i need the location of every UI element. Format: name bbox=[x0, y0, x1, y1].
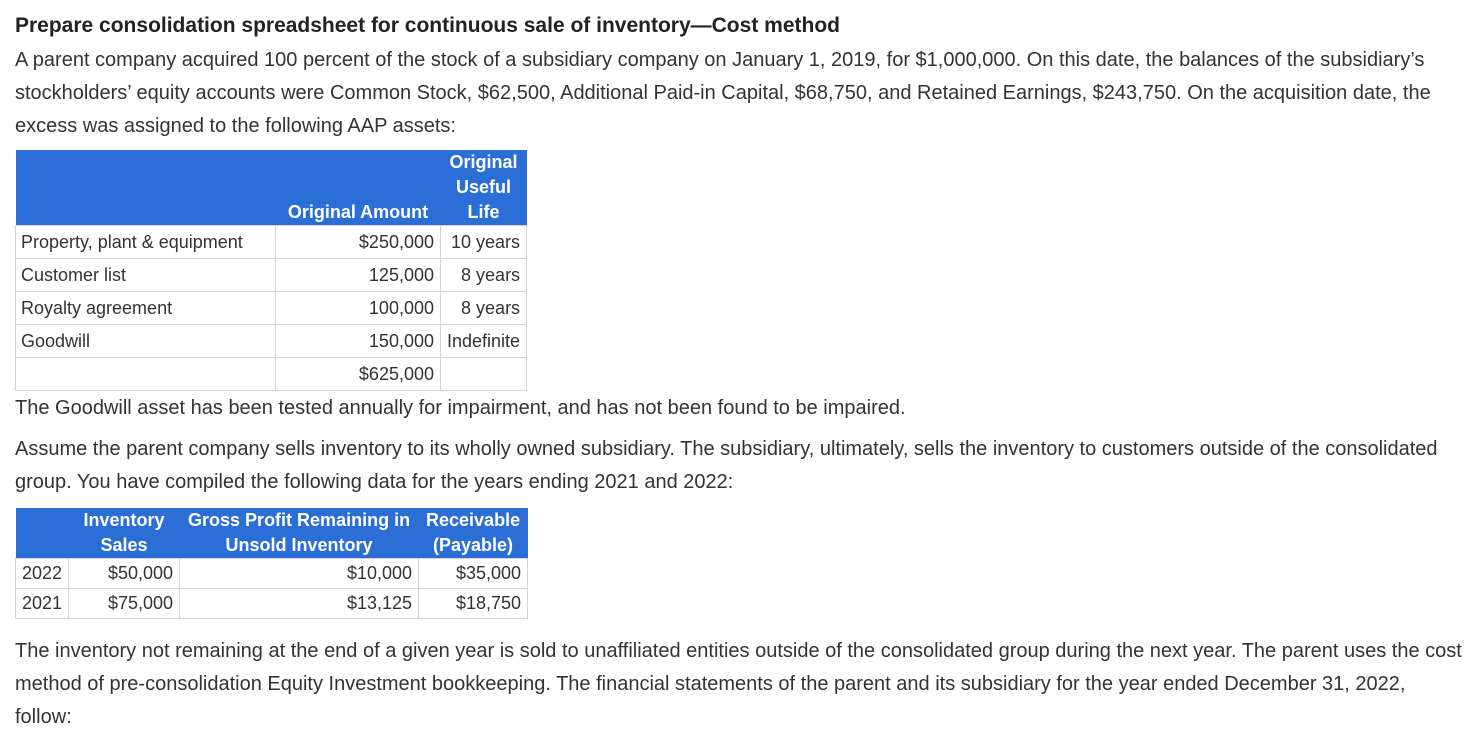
aap-header-life-line2: Useful bbox=[456, 177, 512, 197]
inventory-row-year: 2021 bbox=[16, 589, 69, 619]
table-row bbox=[16, 325, 527, 358]
goodwill-paragraph: The Goodwill asset has been tested annually for impairment, and has not been found to be impaired. bbox=[15, 397, 906, 419]
inventory-row-gross-profit: $10,000 bbox=[180, 559, 419, 589]
table-row bbox=[16, 589, 528, 619]
inventory-header-sales-line2: Sales bbox=[100, 535, 148, 555]
inventory-header-sales bbox=[69, 508, 180, 559]
aap-total-amount: $625,000 bbox=[276, 358, 441, 391]
table-row bbox=[16, 226, 527, 259]
aap-row-life: 8 years bbox=[441, 259, 527, 292]
inventory-header-gross-profit bbox=[180, 508, 419, 559]
aap-row-name: Goodwill bbox=[16, 325, 276, 358]
aap-row-amount: 100,000 bbox=[276, 292, 441, 325]
aap-assets-table bbox=[15, 150, 527, 391]
aap-row-name: Property, plant & equipment bbox=[16, 226, 276, 259]
aap-row-name: Royalty agreement bbox=[16, 292, 276, 325]
aap-total-life-blank bbox=[441, 358, 527, 391]
inventory-row-receivable: $35,000 bbox=[419, 559, 528, 589]
aap-row-life: 8 years bbox=[441, 292, 527, 325]
aap-row-name: Customer list bbox=[16, 259, 276, 292]
inventory-header-rec-line1: Receivable bbox=[426, 510, 521, 530]
aap-row-amount: 150,000 bbox=[276, 325, 441, 358]
inventory-header-receivable bbox=[419, 508, 528, 559]
inventory-header-gp-line1: Gross Profit Remaining in bbox=[188, 510, 411, 530]
inventory-row-sales: $50,000 bbox=[69, 559, 180, 589]
problem-title: Prepare consolidation spreadsheet for continuous sale of inventory—Cost method bbox=[15, 14, 840, 37]
assume-paragraph: Assume the parent company sells inventory to its wholly owned subsidiary. The subsidiary, ultimately, sells the inventory to customers outside of the consolidated group. You have compiled the following data for the years ending 2021 and 2022: bbox=[15, 438, 1438, 493]
aap-header-life bbox=[441, 150, 527, 226]
aap-header-row bbox=[16, 150, 527, 226]
aap-header-life-line3: Life bbox=[467, 202, 500, 222]
table-row bbox=[16, 292, 527, 325]
aap-header-blank bbox=[16, 150, 276, 226]
inventory-header-rec-line2: (Payable) bbox=[433, 535, 514, 555]
table-row bbox=[16, 259, 527, 292]
inventory-header-sales-line1: Inventory bbox=[83, 510, 165, 530]
inventory-header-blank bbox=[16, 508, 69, 559]
aap-row-life: 10 years bbox=[441, 226, 527, 259]
aap-row-amount: 125,000 bbox=[276, 259, 441, 292]
inventory-row-gross-profit: $13,125 bbox=[180, 589, 419, 619]
inventory-row-receivable: $18,750 bbox=[419, 589, 528, 619]
intro-paragraph: A parent company acquired 100 percent of the stock of a subsidiary company on January 1, 2019, for $1,000,000. On this date, the balances of the subsidiary’s stockholders’ equity accounts were Common Stock, $62,500, Additional Paid-in Capital, $68,750, and Retained Earnings, $243,750. On the acquisition date, the excess was assigned to the following AAP assets: bbox=[15, 49, 1431, 137]
inventory-header-row bbox=[16, 508, 528, 559]
aap-total-blank bbox=[16, 358, 276, 391]
inventory-row-sales: $75,000 bbox=[69, 589, 180, 619]
inventory-header-gp-line2: Unsold Inventory bbox=[225, 535, 373, 555]
aap-header-life-line1: Original bbox=[449, 152, 518, 172]
closing-paragraph: The inventory not remaining at the end of a given year is sold to unaffiliated entities outside of the consolidated group during the next year. The parent uses the cost method of pre-consolidation Equity Investment bookkeeping. The financial statements of the parent and its subsidiary for the year ended December 31, 2022, follow: bbox=[15, 640, 1462, 728]
aap-header-amount-label: Original Amount bbox=[287, 202, 429, 222]
aap-header-amount bbox=[276, 150, 441, 226]
aap-total-row bbox=[16, 358, 527, 391]
aap-row-amount: $250,000 bbox=[276, 226, 441, 259]
inventory-row-year: 2022 bbox=[16, 559, 69, 589]
inventory-sales-table bbox=[15, 508, 528, 619]
aap-row-life: Indefinite bbox=[441, 325, 527, 358]
table-row bbox=[16, 559, 528, 589]
